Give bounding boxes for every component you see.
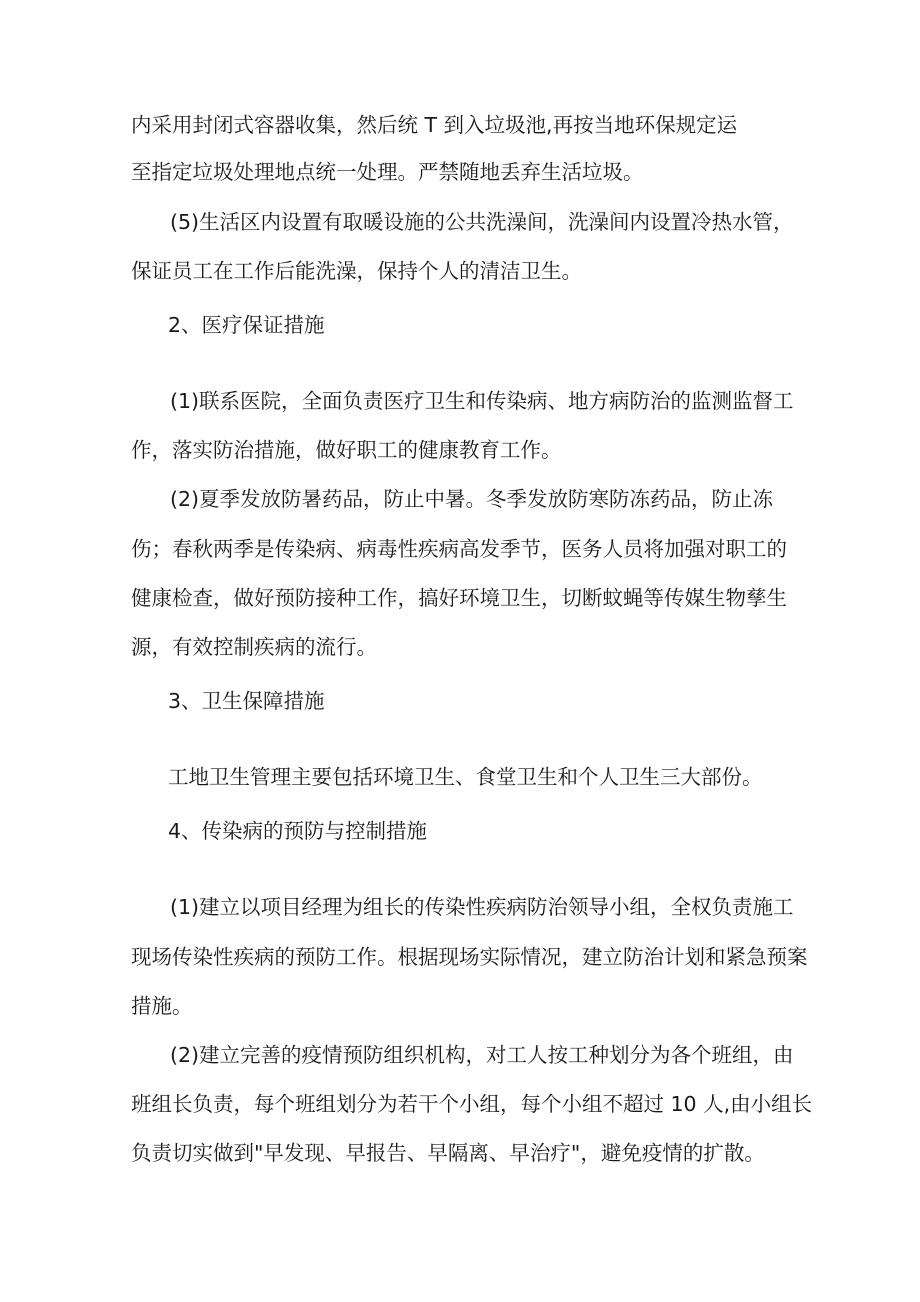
text-line: 措施。 xyxy=(131,994,193,1018)
text-line: 内采用封闭式容器收集，然后统 T 到入垃圾池,再按当地环保规定运 xyxy=(131,113,738,137)
text-line: (1)联系医院，全面负责医疗卫生和传染病、地方病防治的监测监督工 xyxy=(170,389,794,413)
text-line: 健康检查，做好预防接种工作，搞好环境卫生，切断蚊蝇等传媒生物孳生 xyxy=(131,586,787,610)
text-line: (1)建立以项目经理为组长的传染性疾病防治领导小组，全权负责施工 xyxy=(170,895,794,919)
text-line: 保证员工在工作后能洗澡，保持个人的清洁卫生。 xyxy=(131,259,582,283)
text-line: 源，有效控制疾病的流行。 xyxy=(131,635,377,659)
text-line: (2)夏季发放防暑药品，防止中暑。冬季发放防寒防冻药品，防止冻 xyxy=(170,487,774,511)
section-heading: 4、传染病的预防与控制措施 xyxy=(168,819,428,843)
section-heading: 2、医疗保证措施 xyxy=(168,313,325,337)
text-line: 至指定垃圾处理地点统一处理。严禁随地丢弃生活垃圾。 xyxy=(131,160,644,184)
text-line: 工地卫生管理主要包括环境卫生、食堂卫生和个人卫生三大部份。 xyxy=(168,765,763,789)
text-line: 负责切实做到"早发现、早报告、早隔离、早治疗"，避免疫情的扩散。 xyxy=(131,1141,765,1165)
text-line: 现场传染性疾病的预防工作。根据现场实际情况，建立防治计划和紧急预案 xyxy=(131,945,808,969)
text-line: (2)建立完善的疫情预防组织机构，对工人按工种划分为各个班组，由 xyxy=(170,1043,794,1067)
text-line: 班组长负责，每个班组划分为若干个小组，每个小组不超过 10 人,由小组长 xyxy=(131,1092,813,1116)
text-line: (5)生活区内设置有取暖设施的公共洗澡间，洗澡间内设置冷热水管， xyxy=(170,210,794,234)
text-line: 伤；春秋两季是传染病、病毒性疾病高发季节，医务人员将加强对职工的 xyxy=(131,537,787,561)
text-line: 作，落实防治措施，做好职工的健康教育工作。 xyxy=(131,438,562,462)
section-heading: 3、卫生保障措施 xyxy=(168,689,325,713)
